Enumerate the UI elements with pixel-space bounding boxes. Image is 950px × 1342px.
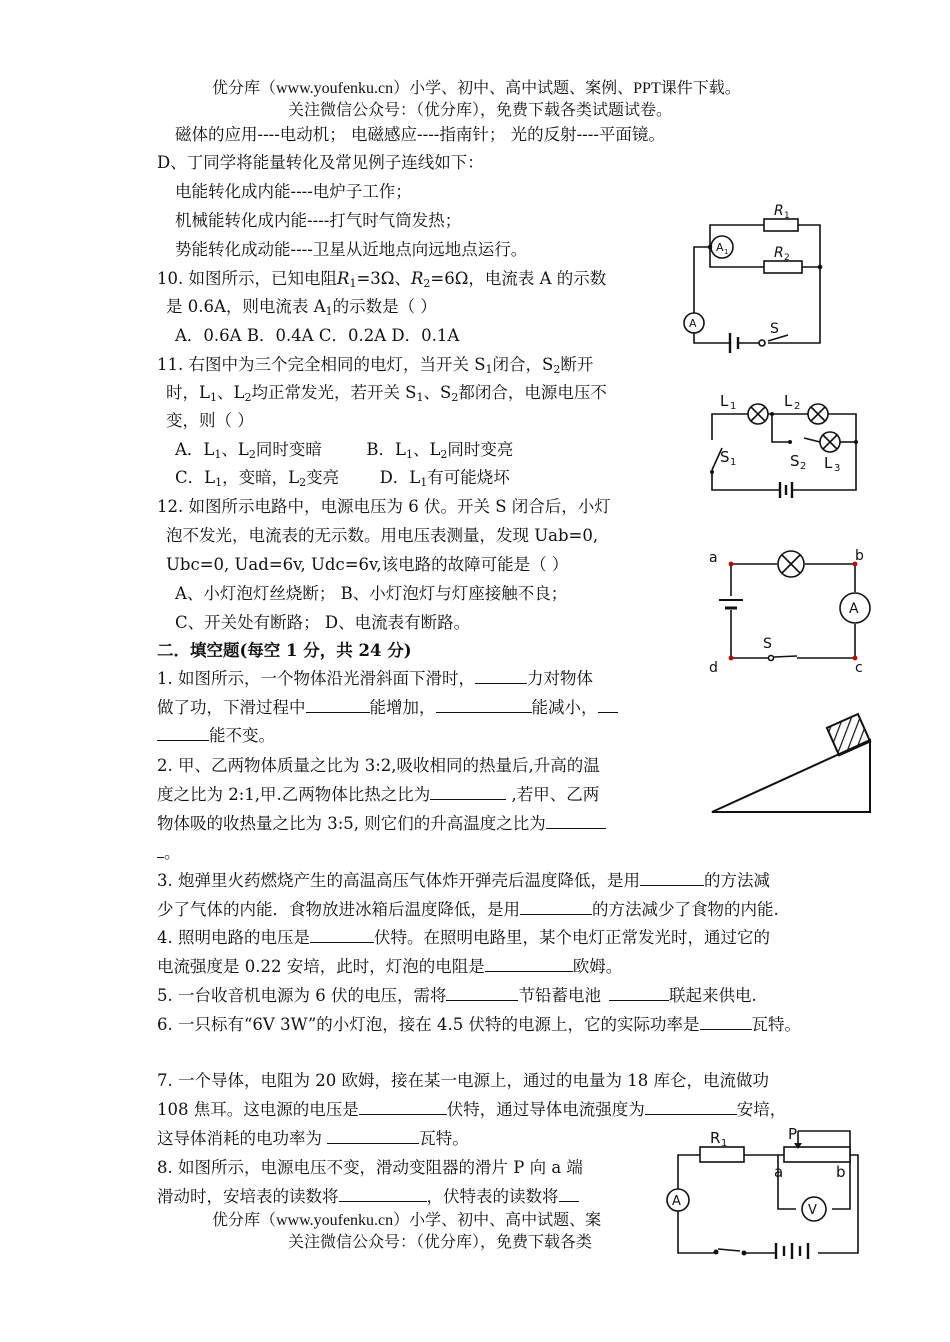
ammeter-label: A <box>849 601 859 617</box>
q12-options-cd: C、开关处有断路； D、电流表有断路。 <box>175 613 471 632</box>
point-a: a <box>774 1163 784 1181</box>
f8-line-2: 滑动时，安培表的读数将 ，伏特表的读数将 <box>157 1186 579 1208</box>
voltmeter-label: V <box>808 1203 817 1218</box>
f7-line-3: 这导体消耗的电功率为 瓦特。 <box>157 1129 469 1148</box>
point-a: a <box>709 550 718 566</box>
section-2-title: 二．填空题(每空 1 分，共 24 分) <box>157 641 412 660</box>
option-c-line: 磁体的应用----电动机； 电磁感应----指南针； 光的反射----平面镜。 <box>175 125 665 144</box>
option-d-item-1: 电能转化成内能----电炉子工作； <box>175 182 412 201</box>
f2-line-4: 。 <box>157 842 181 864</box>
f8-line-1: 8. 如图所示，电源电压不变，滑动变阻器的滑片 P 向 a 端 <box>157 1158 583 1177</box>
label-switch: S <box>763 636 772 652</box>
figure-q8-circuit <box>660 1125 875 1260</box>
blank[interactable] <box>645 1099 737 1115</box>
label-l1: L <box>720 392 729 410</box>
header-line-2: 关注微信公众号：（优分库），免费下载各类试题试卷。 <box>288 102 673 119</box>
f1-line-2: 做了功，下滑过程中 能增加， 能减小， <box>157 697 618 719</box>
q12-line-3: Ubc=0, Uad=6v, Udc=6v,该电路的故障可能是（ ） <box>166 555 569 574</box>
option-d-line: D、丁同学将能量转化及常见例子连线如下： <box>157 153 484 172</box>
q10-options: A．0.6A B．0.4A C．0.2A D．0.1A <box>175 326 460 345</box>
f5-line: 5. 一台收音机电源为 6 伏的电压，需将 节铅蓄电池 联起来供电. <box>157 986 757 1005</box>
figure-q11-circuit <box>700 390 870 500</box>
header-line-1: 优分库（www.youfenku.cn）小学、初中、高中试题、案例、PPT课件下载。 <box>212 80 741 97</box>
blank[interactable] <box>609 985 669 1001</box>
label-s2-sub: 2 <box>800 461 807 472</box>
blank[interactable] <box>306 697 370 713</box>
q11-options-ab: A．$L_1$、$L_2$同时变暗 B．$L_1$、$L_2$同时变亮 <box>175 440 514 461</box>
figure-q10-circuit <box>680 205 840 355</box>
blank[interactable] <box>436 697 532 713</box>
blank[interactable] <box>475 668 527 684</box>
label-r2-sub: 2 <box>784 253 790 263</box>
label-r1: R <box>774 203 784 219</box>
ammeter-label: A <box>672 1194 681 1209</box>
f7-line-2: 108 焦耳。这电源的电压是 伏特，通过导体电流强度为 安培， <box>157 1100 787 1119</box>
label-slider-p: P <box>788 1125 798 1143</box>
blank[interactable] <box>157 725 209 741</box>
f1-line-3: 能不变。 <box>157 725 275 747</box>
label-r1: R <box>710 1129 721 1147</box>
point-b: b <box>836 1163 846 1181</box>
q11-line-3: 变，则（ ） <box>166 411 254 430</box>
label-r1-sub: 1 <box>784 211 790 221</box>
label-r1-sub: 1 <box>721 1138 728 1149</box>
ammeter-a1-sub: 1 <box>724 248 729 256</box>
option-d-item-3: 势能转化成动能----卫星从近地点向远地点运行。 <box>175 240 528 259</box>
footer-line-1: 优分库（www.youfenku.cn）小学、初中、高中试题、案 <box>212 1212 602 1229</box>
q11-line-2: 时，$L_1$、$L_2$均正常发光，若开关 $S_1$、$S_2$都闭合，电源电压不 <box>166 383 607 404</box>
ammeter-a1-label: A <box>716 241 724 254</box>
figure-incline <box>708 712 883 817</box>
point-c: c <box>855 660 863 676</box>
label-l1-sub: 1 <box>730 401 737 412</box>
blank[interactable] <box>559 1186 579 1202</box>
blank[interactable] <box>339 1186 427 1202</box>
blank[interactable] <box>520 899 592 915</box>
label-l2-sub: 2 <box>794 401 801 412</box>
point-d: d <box>709 660 718 676</box>
blank[interactable] <box>446 985 518 1001</box>
q10-line-1: 10. 如图所示，已知电阻$R_1=3\Omega$、$R_2=6\Omega$，电流表 A 的示数 <box>157 269 607 290</box>
f2-line-3: 物体吸的收热量之比为 3:5, 则它们的升高温度之比为 <box>157 813 606 835</box>
blank[interactable] <box>546 813 606 829</box>
f3-line-2: 少了气体的内能．食物放进冰箱后温度降低，是用 的方法减少了食物的内能. <box>157 900 779 919</box>
blank[interactable] <box>598 697 618 713</box>
q10-line-2: 是 0.6A，则电流表 $A_1$的示数是（ ） <box>166 297 437 318</box>
f4-line-2: 电流强度是 0.22 安培，此时，灯泡的电阻是 欧姆。 <box>157 957 623 976</box>
label-r2: R <box>774 245 784 261</box>
blank[interactable] <box>359 1099 447 1115</box>
label-switch: S <box>770 321 779 337</box>
q12-line-1: 12. 如图所示电路中，电源电压为 6 伏。开关 S 闭合后，小灯 <box>157 497 611 516</box>
f4-line-1: 4. 照明电路的电压是 伏特。在照明电路里，某个电灯正常发光时，通过它的 <box>157 928 770 947</box>
label-s1: S <box>720 448 730 466</box>
blank[interactable] <box>310 927 374 943</box>
point-b: b <box>855 548 864 564</box>
q11-line-1: 11. 右图中为三个完全相同的电灯，当开关 $S_1$闭合，$S_2$断开 <box>157 355 594 376</box>
label-s1-sub: 1 <box>730 457 737 468</box>
label-l2: L <box>784 392 793 410</box>
q11-options-cd: C．$L_1$，变暗，$L_2$变亮 D．$L_1$有可能烧坏 <box>175 468 510 489</box>
f7-line-1: 7. 一个导体，电阻为 20 欧姆，接在某一电源上，通过的电量为 18 库仑，电流做功 <box>157 1071 769 1090</box>
ammeter-a-label: A <box>689 317 697 330</box>
blank[interactable] <box>700 1014 752 1030</box>
blank[interactable] <box>485 956 573 972</box>
label-l3: L <box>824 454 833 472</box>
q12-line-2: 泡不发光，电流表的无示数。用电压表测量，发现 Uab=0, <box>166 526 599 545</box>
f6-line: 6. 一只标有“6V 3W”的小灯泡，接在 4.5 伏特的电源上，它的实际功率是 瓦特。 <box>157 1015 802 1034</box>
q12-options-ab: A、小灯泡灯丝烧断； B、小灯泡灯与灯座接触不良； <box>175 584 568 603</box>
figure-q12-circuit <box>705 548 875 676</box>
blank[interactable] <box>640 870 704 886</box>
option-d-item-2: 机械能转化成内能----打气时气筒发热； <box>175 211 462 230</box>
label-l3-sub: 3 <box>834 463 841 474</box>
f3-line-1: 3. 炮弹里火药燃烧产生的高温高压气体炸开弹壳后温度降低，是用 的方法减 <box>157 871 770 890</box>
f2-line-2: 度之比为 2:1,甲.乙两物体比热之比为 ,若甲、乙两 <box>157 785 600 804</box>
blank[interactable] <box>157 842 164 858</box>
blank[interactable] <box>430 784 506 800</box>
f2-line-1: 2. 甲、乙两物体质量之比为 3:2,吸收相同的热量后,升高的温 <box>157 756 600 775</box>
blank[interactable] <box>327 1128 419 1144</box>
footer-line-2: 关注微信公众号：（优分库），免费下载各类 <box>288 1234 593 1251</box>
label-s2: S <box>790 452 800 470</box>
f1-line-1: 1. 如图所示，一个物体沿光滑斜面下滑时， 力对物体 <box>157 669 593 688</box>
